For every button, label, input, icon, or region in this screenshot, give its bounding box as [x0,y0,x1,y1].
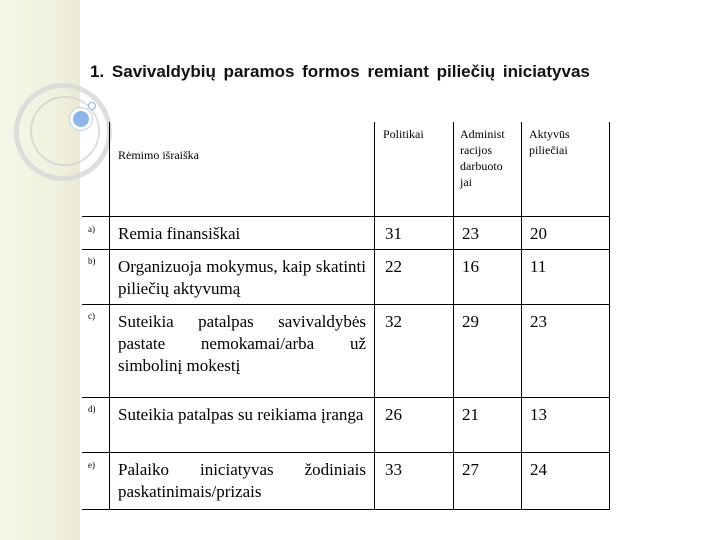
row-value-active-citizens: 24 [530,460,547,479]
support-forms-table [82,122,610,510]
header-active-citizens: Aktyvūs piliečiai [529,127,570,157]
row-value-active-citizens: 11 [530,257,547,276]
left-decorative-band [0,0,80,540]
table-rule [109,122,110,510]
header-politicians: Politikai [383,127,424,141]
row-description: Suteikia patalpas savivaldybės pastate nemokamai/arba už simbolinį mokestį [118,312,366,375]
row-value-administration: 27 [462,460,479,479]
row-description: Suteikia patalpas su reikiama įranga [118,405,364,424]
table-rule [453,122,454,510]
row-value-administration: 16 [462,257,479,276]
row-description: Organizuoja mokymus, kaip skatinti piliečių aktyvumą [118,257,366,298]
row-value-administration: 29 [462,312,479,331]
table-rule [374,122,375,510]
row-value-politicians: 26 [385,405,402,424]
table-rule [82,216,610,217]
row-value-administration: 23 [462,224,479,243]
row-value-active-citizens: 23 [530,312,547,331]
table-rule [521,122,522,510]
table-rule [82,304,610,305]
row-marker: c) [88,311,95,321]
header-description: Rėmimo išraiška [118,148,199,162]
row-value-administration: 21 [462,405,479,424]
row-value-politicians: 33 [385,460,402,479]
row-description: Remia finansiškai [118,224,241,243]
table-rule [82,397,610,398]
row-value-politicians: 32 [385,312,402,331]
row-marker: b) [88,256,96,266]
row-marker: e) [88,460,95,470]
row-value-politicians: 31 [385,224,402,243]
row-marker: a) [88,224,95,234]
table-rule [82,509,610,510]
slide-title: 1. Savivaldybių paramos formos remiant piliečių iniciatyvas [90,62,590,81]
table-rule [609,122,610,510]
table-rule [82,452,610,453]
row-description: Palaiko iniciatyvas žodiniais paskatinimais/prizais [118,460,366,501]
row-value-politicians: 22 [385,257,402,276]
row-marker: d) [88,404,96,414]
decorative-dot-small [88,102,96,110]
header-administration: Administ racijos darbuoto jai [460,127,505,189]
table-rule [82,249,610,250]
row-value-active-citizens: 20 [530,224,547,243]
row-value-active-citizens: 13 [530,405,547,424]
